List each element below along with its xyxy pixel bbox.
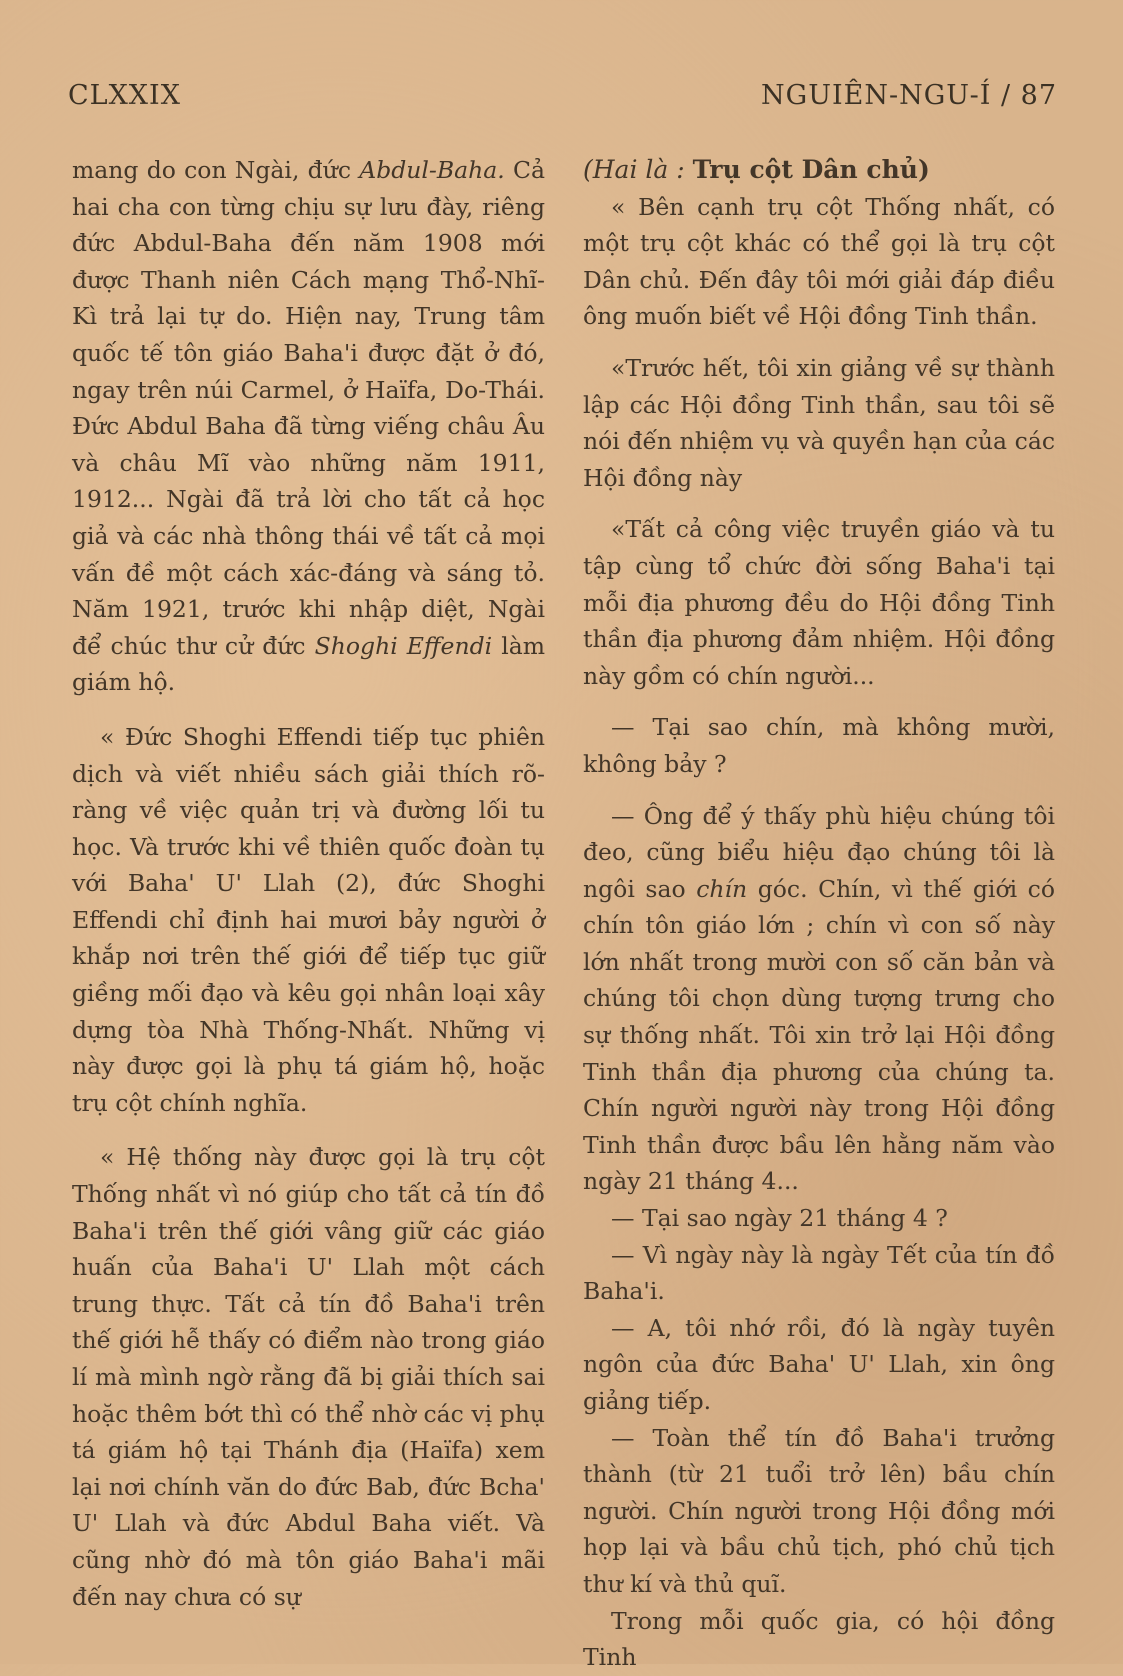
paragraph-1 xyxy=(72,152,545,701)
paragraph-3: « Hệ thống này được gọi là trụ cột Thống nhất vì nó giúp cho tất cả tín đồ Baha'i trên thế giới vâng giữ các giáo huấn của Baha'i U' Llah một cách trung thực. Tất cả tín đồ Baha'i trên thế giới hễ thấy có điểm nào trong giáo lí mà mình ngờ rằng đã bị giải thích sai hoặc thêm bớt thì có thể nhờ các vị phụ tá giám hộ tại Thánh địa (Haïfa) xem lại nơi chính văn do đức Bab, đức Bcha' U' Llah và đức Abdul Baha viết. Và cũng nhờ đó mà tôn giáo Baha'i mãi đến nay chưa có sự xyxy=(72,1143,545,1611)
paragraph-r3: «Tất cả công việc truyền giáo và tu tập cùng tổ chức đời sống Baha'i tại mỗi địa phương đều do Hội đồng Tinh thần địa phương đảm nhiệm. Hội đồng này gồm có chín người... xyxy=(583,515,1055,690)
left-column xyxy=(72,152,545,1615)
paragraph-r2: «Trước hết, tôi xin giảng về sự thành lập các Hội đồng Tinh thần, sau tôi sẽ nói đến nhiệm vụ và quyền hạn của các Hội đồng này xyxy=(583,353,1055,492)
page-header xyxy=(68,80,1057,120)
paragraph-2: « Đức Shoghi Effendi tiếp tục phiên dịch và viết nhiều sách giải thích rõ-ràng về việc quản trị và đường lối tu học. Và trước khi về thiên quốc đoàn tụ với Baha' U' Llah (2), đức Shoghi Effendi chỉ định hai mươi bảy người ở khắp nơi trên thế giới để tiếp tục giữ giềng mối đạo và kêu gọi nhân loại xây dựng tòa Nhà Thống-Nhất. Những vị này được gọi là phụ tá giám hộ, hoặc trụ cột chính nghĩa. xyxy=(72,722,545,1117)
name-shoghi-effendi: Shoghi Effendi xyxy=(314,631,493,660)
right-column xyxy=(583,152,1055,1676)
paragraph-r5 xyxy=(583,798,1055,1201)
name-abdul-baha: Abdul-Baha. xyxy=(359,156,505,184)
paragraph-r4: — Tại sao chín, mà không mười, không bảy ? xyxy=(583,713,1055,778)
paragraph-r1: « Bên cạnh trụ cột Thống nhất, có một trụ cột khác có thể gọi là trụ cột Dân chủ. Đến đây tôi mới giải đáp điều ông muốn biết về Hội đồng Tinh thần. xyxy=(583,192,1055,331)
paragraph-r5-text-a: — Ông để ý thấy phù hiệu chúng tôi đeo, cũng biểu hiệu đạo chúng tôi là ngôi sao xyxy=(583,801,1055,903)
paragraph-r10: Trong mỗi quốc gia, có hội đồng Tinh xyxy=(583,1606,1055,1672)
paragraph-1-text-b: Cả hai cha con từng chịu sự lưu đày, riêng đức Abdul-Baha đến năm 1908 mới được Thanh niên Cách mạng Thổ-Nhĩ-Kì trả lại tự do. Hiện nay, Trung tâm quốc tế tôn giáo Baha'i được đặt ở đó, ngay trên núi Carmel, ở Haïfa, Do-Thái. Đức Abdul Baha đã từng viếng châu Âu và châu Mĩ vào những năm 1911, 1912... Ngài đã trả lời cho tất cả học giả và các nhà thông thái về tất cả mọi vấn đề một cách xác-đáng và sáng tỏ. Năm 1921, trước khi nhập diệt, Ngài để chúc thư cử đức xyxy=(72,156,545,660)
paragraph-r6: — Tại sao ngày 21 tháng 4 ? xyxy=(611,1204,948,1233)
word-chin: chín xyxy=(696,874,748,903)
paragraph-r8: — A, tôi nhớ rồi, đó là ngày tuyên ngôn của đức Baha' U' Llah, xin ông giảng tiếp. xyxy=(583,1313,1055,1415)
paragraph-r5-text-b: góc. Chín, vì thế giới có chín tôn giáo lớn ; chín vì con số này lớn nhất trong mười con số căn bản và chúng tôi chọn dùng tượng trưng cho sự thống nhất. Tôi xin trở lại Hội đồng Tinh thần địa phương của chúng ta. Chín người người này trong Hội đồng Tinh thần được bầu lên hằng năm vào ngày 21 tháng 4... xyxy=(583,874,1055,1196)
paragraph-1-text-c: làm giám hộ. xyxy=(72,631,546,697)
paragraph-1-text-a: mang do con Ngài, đức xyxy=(72,156,360,184)
section-title xyxy=(583,152,1055,189)
chapter-number: CLXXIX xyxy=(68,80,181,111)
paragraph-r7: — Vì ngày này là ngày Tết của tín đồ Baha'i. xyxy=(583,1240,1055,1306)
section-title-main: Trụ cột Dân chủ) xyxy=(692,155,930,184)
running-title-page-number: NGUIÊN-NGU-Í / 87 xyxy=(761,80,1057,111)
section-title-prefix: (Hai là : xyxy=(583,155,693,184)
paragraph-r9: — Toàn thể tín đồ Baha'i trưởng thành (từ 21 tuổi trở lên) bầu chín người. Chín người trong Hội đồng mới họp lại và bầu chủ tịch, phó chủ tịch thư kí và thủ quĩ. xyxy=(583,1423,1055,1598)
